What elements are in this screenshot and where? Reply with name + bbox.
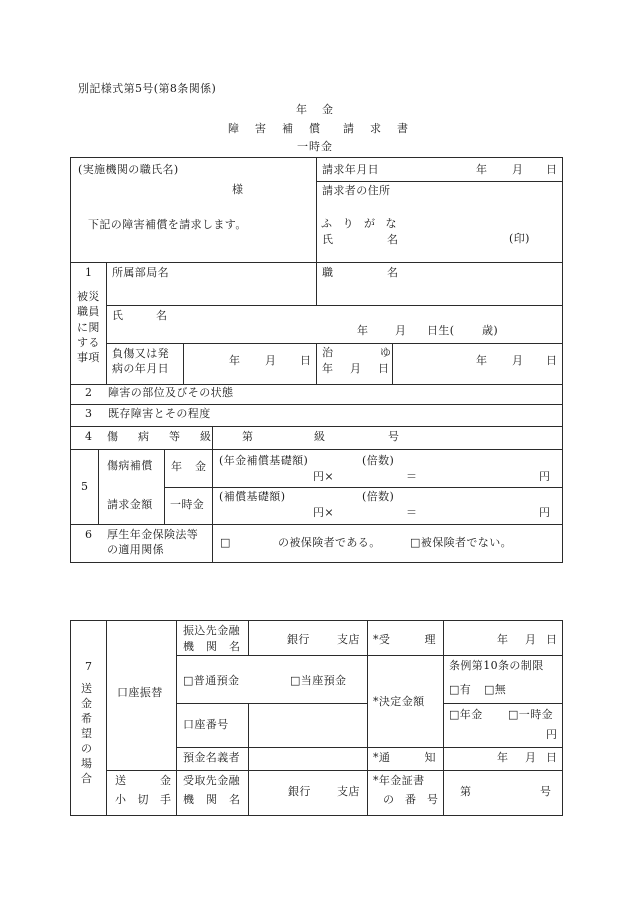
cure-date-year: 年 [476,354,488,367]
title-lump-sum: 一時金 [297,140,333,153]
title-claim-form: 請 求 書 [343,122,411,135]
decision-lump-sum-option: □一時金 [508,708,553,721]
branch-unit: 支店 [337,633,360,646]
victim-name-label: 氏 名 [112,309,167,322]
section4-number: 4 [85,430,93,443]
birth-month: 月 [395,324,407,337]
receipt-month: 月 [525,633,537,646]
section4-title: 傷 病 等 級 [107,430,216,443]
birth-year: 年 [357,324,369,337]
bank-unit: 銀行 [287,633,310,646]
pension-base-label: (年金補償基礎額) [219,454,309,467]
form-number: 別記様式第5号(第8条関係) [78,82,217,95]
agency-label: (実施機関の職氏名) [78,163,179,176]
certificate-label-line2: の 番 号 [383,793,438,806]
receipt-day: 日 [546,633,558,646]
not-insured-option: □被保険者でない。 [410,536,512,549]
remittance-label-line1: 送 金 [115,774,172,787]
notice-label: *通 知 [373,751,436,764]
injury-date-month: 月 [265,354,277,367]
request-statement: 下記の障害補償を請求します。 [88,218,247,231]
account-number-value-cell [248,703,368,748]
cure-label-line1: 治 ゆ [322,346,392,359]
injury-date-label: 負傷又は発病の年月日 [112,347,169,375]
insured-checkbox: □ [220,536,231,549]
title-disability-compensation: 障 害 補 償 [228,122,323,135]
section3-title: 既存障害とその程度 [108,407,211,420]
remittance-label-line2: 小 切 手 [115,793,172,806]
lump-sum-yen: 円 [539,506,551,519]
request-date-label: 請求年月日 [322,163,379,176]
decision-label: *決定金額 [373,695,425,708]
deposit-ordinary-option: □普通預金 [183,674,240,687]
age-suffix: 歳) [482,324,499,337]
receiving-bank-label-line2: 機 関 名 [183,793,241,806]
request-date-day: 日 [546,163,558,176]
pension-equals: ＝ [406,470,418,483]
injury-date-cell [183,343,317,385]
transfer-label: 口座振替 [117,686,163,699]
receipt-year: 年 [497,633,509,646]
section6-label-line2: の適用関係 [107,543,164,556]
lump-sum-times: 円× [313,506,335,519]
section7-number: 7 [85,660,93,673]
notice-month: 月 [525,751,537,764]
position-label: 職 名 [322,266,400,279]
lump-sum-type-label: 一時金 [170,498,205,511]
department-label: 所属部局名 [112,266,169,279]
receiving-bank-label-line1: 受取先金融 [183,774,240,787]
section5-label-line1: 傷病補償 [107,459,153,472]
insured-text: の被保険者である。 [278,536,381,549]
bank-label-line1: 振込先金融 [183,624,240,637]
restriction-no-option: □無 [484,683,507,696]
section2-title: 障害の部位及びその状態 [108,386,234,399]
deposit-current-option: □当座預金 [290,674,347,687]
restriction-label: 条例第10条の制限 [449,659,544,672]
notice-year: 年 [497,751,509,764]
account-holder-value-cell [248,747,368,771]
seal-mark: (印) [509,232,530,245]
notice-day: 日 [546,751,558,764]
section1-number: 1 [85,266,93,279]
birth-day-suffix: 日生( [427,324,455,337]
section7-title: 送金希望の場合 [81,682,93,785]
receiving-branch-unit: 支店 [337,785,360,798]
decision-pension-option: □年金 [449,708,483,721]
cure-label-line2: 年 月 日 [322,362,392,375]
certificate-prefix: 第 [460,785,472,798]
bank-label-line2: 機 関 名 [183,640,241,653]
furigana-label: ふ り が な [321,217,397,230]
section6-label-line1: 厚生年金保険法等 [107,528,199,541]
certificate-label-line1: *年金証書 [373,774,425,787]
grade-prefix: 第 [242,430,254,443]
title-pension: 年 金 [296,103,335,116]
grade-mid: 級 [314,430,326,443]
request-date-month: 月 [512,163,524,176]
account-number-label: 口座番号 [183,718,229,731]
receipt-label: *受 理 [373,633,436,646]
grade-suffix: 号 [388,430,400,443]
restriction-yes-option: □有 [449,683,472,696]
cure-date-month: 月 [512,354,524,367]
section5-number: 5 [81,480,89,493]
account-holder-label: 預金名義者 [183,751,240,764]
pension-yen: 円 [539,470,551,483]
request-date-year: 年 [476,163,488,176]
decision-yen: 円 [546,728,558,741]
cure-date-day: 日 [546,354,558,367]
claimant-name-label: 氏 名 [322,233,400,246]
receiving-bank-unit: 銀行 [288,785,311,798]
injury-date-year: 年 [229,354,241,367]
lump-sum-base-label: (補償基礎額) [219,490,286,503]
lump-sum-multiplier-label: (倍数) [362,490,395,503]
pension-type-label: 年 金 [171,460,207,473]
section6-number: 6 [85,528,93,541]
section2-number: 2 [85,386,93,399]
section3-number: 3 [85,407,93,420]
injury-date-day: 日 [300,354,312,367]
claimant-address-label: 請求者の住所 [322,184,391,197]
honorific: 様 [232,183,244,196]
certificate-suffix: 号 [540,785,552,798]
section5-label-line2: 請求金額 [107,498,153,511]
lump-sum-equals: ＝ [406,506,418,519]
pension-times: 円× [313,470,335,483]
pension-multiplier-label: (倍数) [362,454,395,467]
section1-title: 被災職員に関する事項 [77,290,100,365]
